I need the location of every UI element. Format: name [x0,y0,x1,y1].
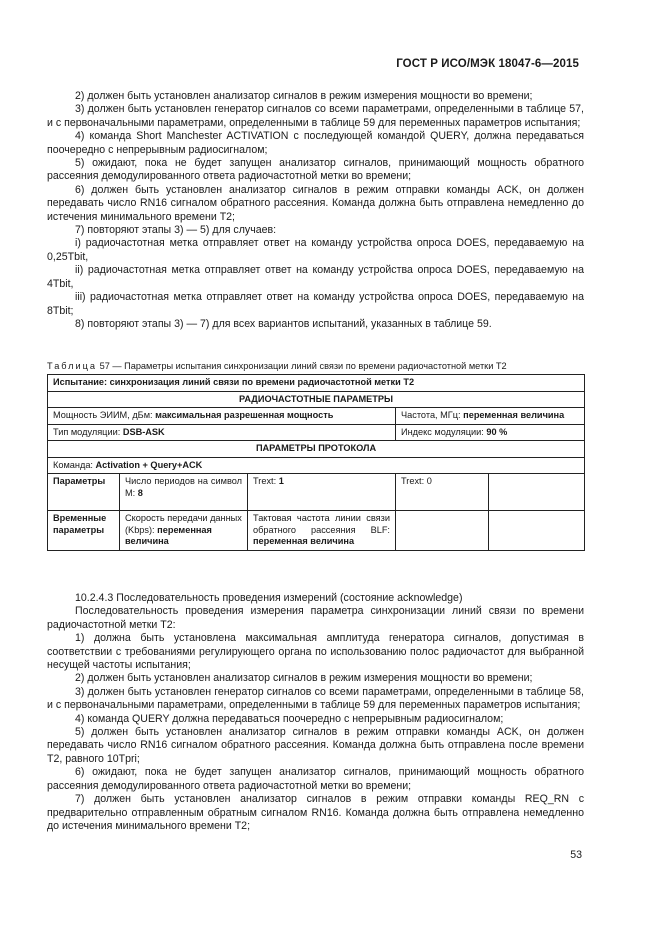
periods-value: 8 [137,487,143,498]
table-row [48,424,585,441]
frequency-cell [396,408,585,425]
table-row [48,474,585,511]
blf-cell [248,511,396,551]
trext1-value: 1 [278,476,284,486]
periods-label: Число периодов на символ M: [125,476,242,498]
step-7: 7) повторяют этапы 3) — 5) для случаев: [75,224,277,237]
rf-section-heading: РАДИОЧАСТОТНЫЕ ПАРАМЕТРЫ [48,391,585,408]
modulation-type-value: DSB-ASK [122,426,165,437]
rate-cell [120,511,248,551]
periods-cell [120,474,248,511]
procedure-steps-lower [47,592,584,833]
step-5: 5) должен быть установлен анализатор сигналов в режим отправки команды ACK, он должен передавать число RN16 сигналом обратного рассеяния. Команда должна быть отправлена после времени Т2, равного 10Tpri; [47,726,584,765]
step-5: 5) ожидают, пока не будет запущен анализатор сигналов, принимающий мощность обратного рассеяния демодулированного ответа радиочастотной метки во времени; [47,157,584,183]
trext1-cell [248,474,396,511]
modulation-index-value: 90 % [486,426,508,437]
blf-value: переменная величина [253,536,355,546]
table-title: Испытание: синхронизация линий связи по времени радиочастотной метки Т2 [48,375,585,392]
table-caption-text: 57 — Параметры испытания синхронизации линий связи по времени радиочастотной метки Т2 [99,361,507,371]
blf-label: Тактовая частота линии связи обратного рассеяния BLF: [253,513,390,535]
parameters-table [47,374,585,551]
table-row [48,391,585,408]
step-2: 2) должен быть установлен анализатор сигналов в режим измерения мощности во времени; [75,672,533,685]
table-row [48,457,585,474]
section-heading: 10.2.4.3 Последовательность проведения измерений (состояние acknowledge) [75,592,463,604]
command-value: Activation + Query+ACK [95,459,203,470]
rate-label: Скорость передачи данных (Kbps): [125,513,242,535]
step-6: 6) должен быть установлен анализатор сигналов в режим отправки команды ACK, он должен передавать число RN16 сигналом обратного рассеяния. Команда должна быть отправлена немедленно до истечения минимального времени T2; [47,183,584,223]
case-i: i) радиочастотная метка отправляет ответ на команду устройства опроса DOES, передаваемую на 0,25Tbit, [47,237,584,263]
modulation-type-cell [48,424,396,441]
modulation-type-label: Тип модуляции: [53,426,123,437]
modulation-index-cell [396,424,585,441]
document-header: ГОСТ Р ИСО/МЭК 18047-6—2015 [396,58,579,70]
table-caption-word: Таблица [47,361,98,371]
case-iii: iii) радиочастотная метка отправляет ответ на команду устройства опроса DOES, передаваемую на 8Tbit; [47,291,584,317]
time-params-label: Временные параметры [48,511,120,551]
empty-cell [489,511,585,551]
protocol-section-heading: ПАРАМЕТРЫ ПРОТОКОЛА [48,441,585,458]
table-row [48,408,585,425]
power-cell [48,408,396,425]
procedure-steps-top [47,90,584,331]
command-cell [48,457,585,474]
command-label: Команда: [53,459,96,470]
page-number: 53 [570,849,582,861]
step-8: 8) повторяют этапы 3) — 7) для всех вариантов испытаний, указанных в таблице 59. [75,317,492,330]
step-4: 4) команда QUERY должна передаваться поочередно с непрерывным радиосигналом; [75,712,504,725]
case-ii: ii) радиочастотная метка отправляет ответ на команду устройства опроса DOES, передаваемую на 4Tbit, [47,264,584,290]
step-3: 3) должен быть установлен генератор сигналов со всеми параметрами, определенными в таблице 57, и с первоначальными параметрами, определенными в таблице 59 для переменных параметров испытания; [47,103,584,129]
sequence-intro: Последовательность проведения измерения параметра синхронизации линий связи по времени радиочастотной метки Т2: [47,605,584,631]
step-6: 6) ожидают, пока не будет запущен анализатор сигналов, принимающий мощность обратного рассеяния демодулированного ответа радиочастотной метки во времени; [47,766,584,792]
modulation-index-label: Индекс модуляции: [401,426,487,437]
empty-cell [396,511,489,551]
frequency-label: Частота, МГц: [401,410,464,420]
table-row [48,511,585,551]
params-label: Параметры [48,474,120,511]
step-7: 7) должен быть установлен анализатор сигналов в режим отправки команды REQ_RN с предварительно отправленным обратным сигналом RN16. Команда должна быть отправлена немедленно до истечения минимального времени Т2; [47,793,584,832]
trext0-cell: Trext: 0 [396,474,489,511]
table-row [48,375,585,392]
power-label: Мощность ЭИИМ, дБм: [53,410,156,420]
trext1-label: Trext: [253,476,279,486]
step-2: 2) должен быть установлен анализатор сигналов в режим измерения мощности во времени; [75,90,533,102]
step-1: 1) должна быть установлена максимальная амплитуда генератора сигналов, допустимая в соответствии с требованиями регулирующего органа по использованию полос радиочастот для выбранной несущей частоты испытания; [47,632,584,672]
power-value: максимальная разрешенная мощность [155,410,334,420]
table-row [48,441,585,458]
empty-cell [489,474,585,511]
step-4: 4) команда Short Manchester ACTIVATION с последующей командой QUERY, должна передаваться поочередно с непрерывным радиосигналом; [47,130,584,156]
step-3: 3) должен быть установлен генератор сигналов со всеми параметрами, определенными в таблице 58, и с первоначальными параметрами, определенными в таблице 59 для переменных параметров испытания; [47,685,584,712]
table-caption [47,361,507,371]
frequency-value: переменная величина [463,410,565,420]
rate-value: переменная величина [125,524,212,546]
